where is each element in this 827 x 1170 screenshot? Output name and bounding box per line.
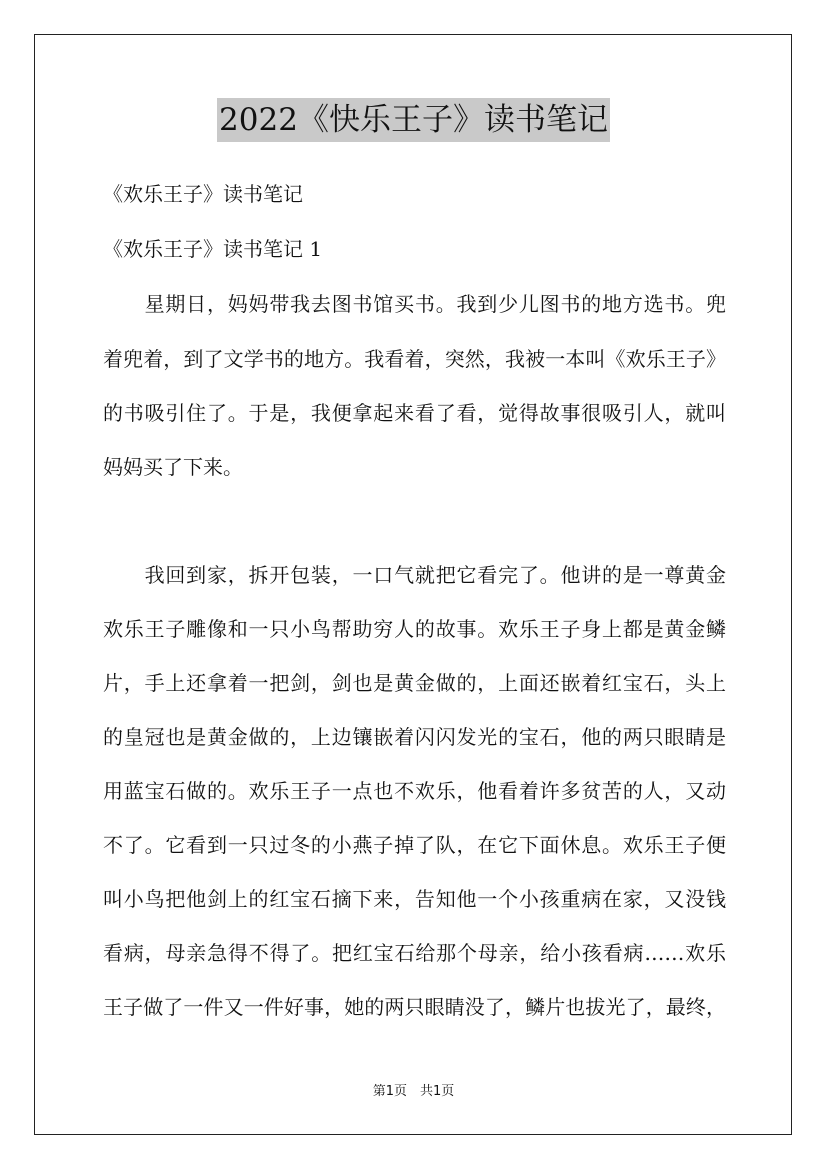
page-footer: 第1页 共1页 [372, 1084, 455, 1099]
paragraph2-line: 用蓝宝石做的。欢乐王子一点也不欢乐，他看着许多贫苦的人，又动 [103, 779, 726, 803]
document-title: 2022《快乐王子》读书笔记 [217, 98, 610, 142]
paragraph2-line: 的皇冠也是黄金做的，上边镶嵌着闪闪发光的宝石，他的两只眼睛是 [103, 725, 726, 749]
paragraph1-line: 的书吸引住了。于是，我便拿起来看了看，觉得故事很吸引人，就叫 [103, 401, 726, 425]
paragraph2-line: 片，手上还拿着一把剑，剑也是黄金做的，上面还嵌着红宝石，头上 [103, 671, 726, 695]
paragraph2-line: 看病，母亲急得不得了。把红宝石给那个母亲，给小孩看病……欢乐 [103, 941, 726, 965]
section-heading: 《欢乐王子》读书笔记 1 [103, 237, 323, 261]
subtitle: 《欢乐王子》读书笔记 [103, 182, 303, 206]
document-title-block [0, 98, 827, 142]
paragraph1-line: 着兜着，到了文学书的地方。我看着，突然，我被一本叫《欢乐王子》 [103, 347, 726, 371]
paragraph2-line: 王子做了一件又一件好事，她的两只眼睛没了，鳞片也拔光了，最终， [103, 995, 726, 1019]
paragraph2-line: 不了。它看到一只过冬的小燕子掉了队，在它下面休息。欢乐王子便 [103, 833, 726, 857]
paragraph1-line: 妈妈买了下来。 [103, 455, 243, 479]
paragraph2-line: 叫小鸟把他剑上的红宝石摘下来，告知他一个小孩重病在家，又没钱 [103, 887, 726, 911]
paragraph1-line: 星期日，妈妈带我去图书馆买书。我到少儿图书的地方选书。兜 [103, 292, 726, 316]
paragraph2-line: 我回到家，拆开包装，一口气就把它看完了。他讲的是一尊黄金 [103, 563, 726, 587]
paragraph2-line: 欢乐王子雕像和一只小鸟帮助穷人的故事。欢乐王子身上都是黄金鳞 [103, 617, 726, 641]
